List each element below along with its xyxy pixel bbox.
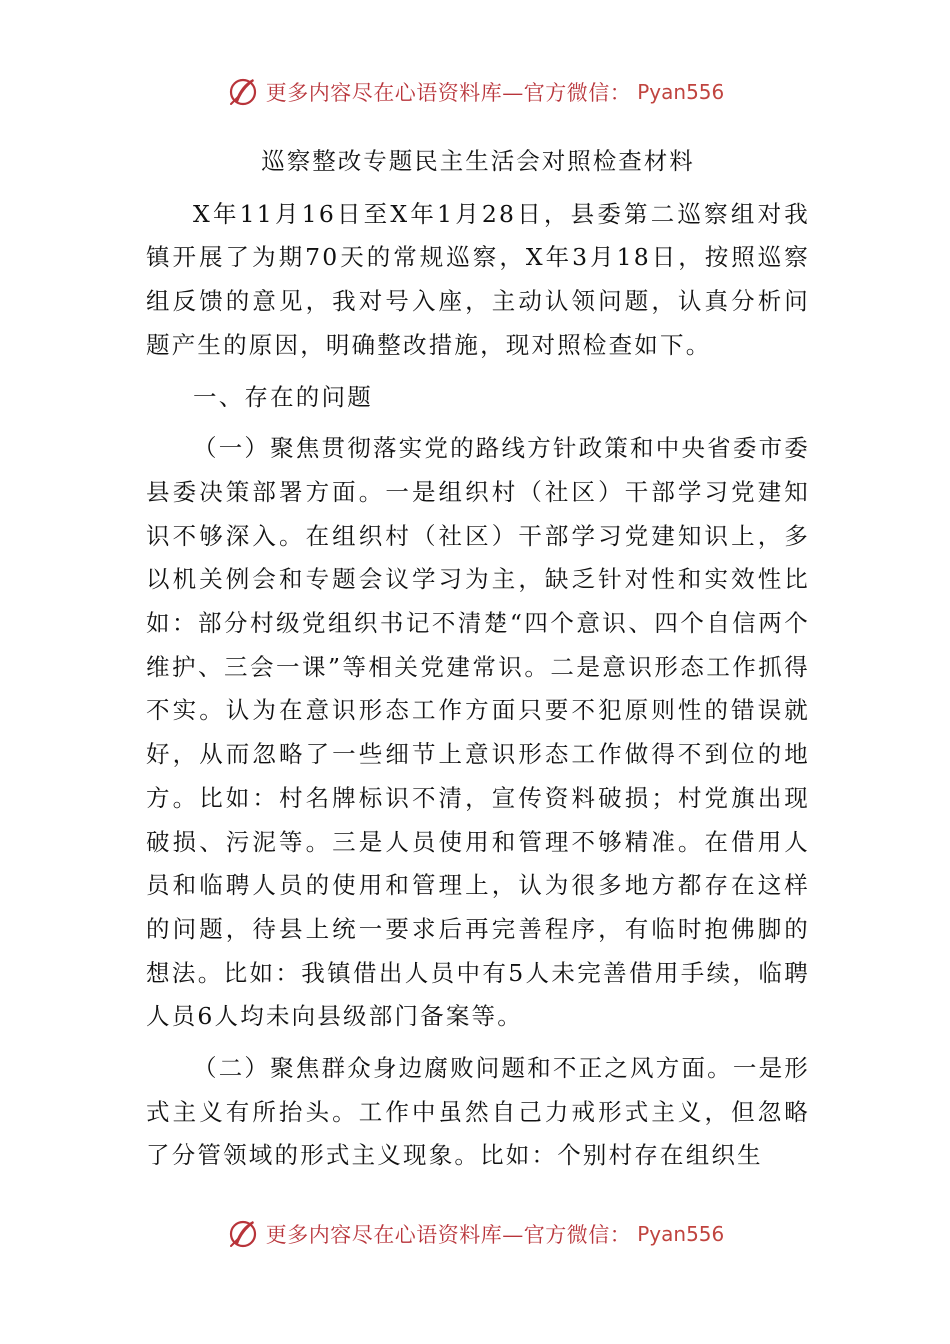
intro-paragraph: X年11月16日至X年1月28日，县委第二巡察组对我镇开展了为期70天的常规巡察，X年3月18日，按照巡察组反馈的意见，我对号入座，主动认领问题，认真分析问题产生的原因，明确整改措施，现对照检查如下。 <box>146 199 810 359</box>
banner-text: 更多内容尽在心语资料库—官方微信： <box>265 81 632 105</box>
wechat-handle: Pyan556 <box>637 80 725 104</box>
section-heading: 一、存在的问题 <box>193 382 373 411</box>
feather-pen-icon <box>226 75 260 109</box>
document-title: 巡察整改专题民主生活会对照检查材料 <box>261 147 695 175</box>
body-paragraph: （二）聚焦群众身边腐败问题和不正之风方面。一是形式主义有所抬头。工作中虽然自己力戒形式主义，但忽略了分管领域的形式主义现象。比如：个别村存在组织生 <box>146 1054 810 1170</box>
document-body <box>146 140 810 1186</box>
body-paragraph: （一）聚焦贯彻落实党的路线方针政策和中央省委市委县委决策部署方面。一是组织村（社区）干部学习党建知识不够深入。在组织村（社区）干部学习党建知识上，多以机关例会和专题会议学习为主，缺乏针对性和实效性比如：部分村级党组织书记不清楚“四个意识、四个自信两个维护、三会一课”等相关党建常识。二是意识形态工作抓得不实。认为在意识形态工作方面只要不犯原则性的错误就好，从而忽略了一些细节上意识形态工作做得不到位的地方。比如：村名牌标识不清，宣传资料破损；村党旗出现破损、污泥等。三是人员使用和管理不够精准。在借用人员和临聘人员的使用和管理上，认为很多地方都存在这样的问题，待县上统一要求后再完善程序，有临时抱佛脚的想法。比如：我镇借出人员中有5人未完善借用手续，临聘人员6人均未向县级部门备案等。 <box>146 434 810 1031</box>
header-watermark-banner <box>0 70 950 114</box>
footer-watermark-banner <box>0 1212 950 1256</box>
banner-text: 更多内容尽在心语资料库—官方微信： <box>265 1223 632 1247</box>
feather-pen-icon <box>226 1217 260 1251</box>
wechat-handle: Pyan556 <box>637 1222 725 1246</box>
